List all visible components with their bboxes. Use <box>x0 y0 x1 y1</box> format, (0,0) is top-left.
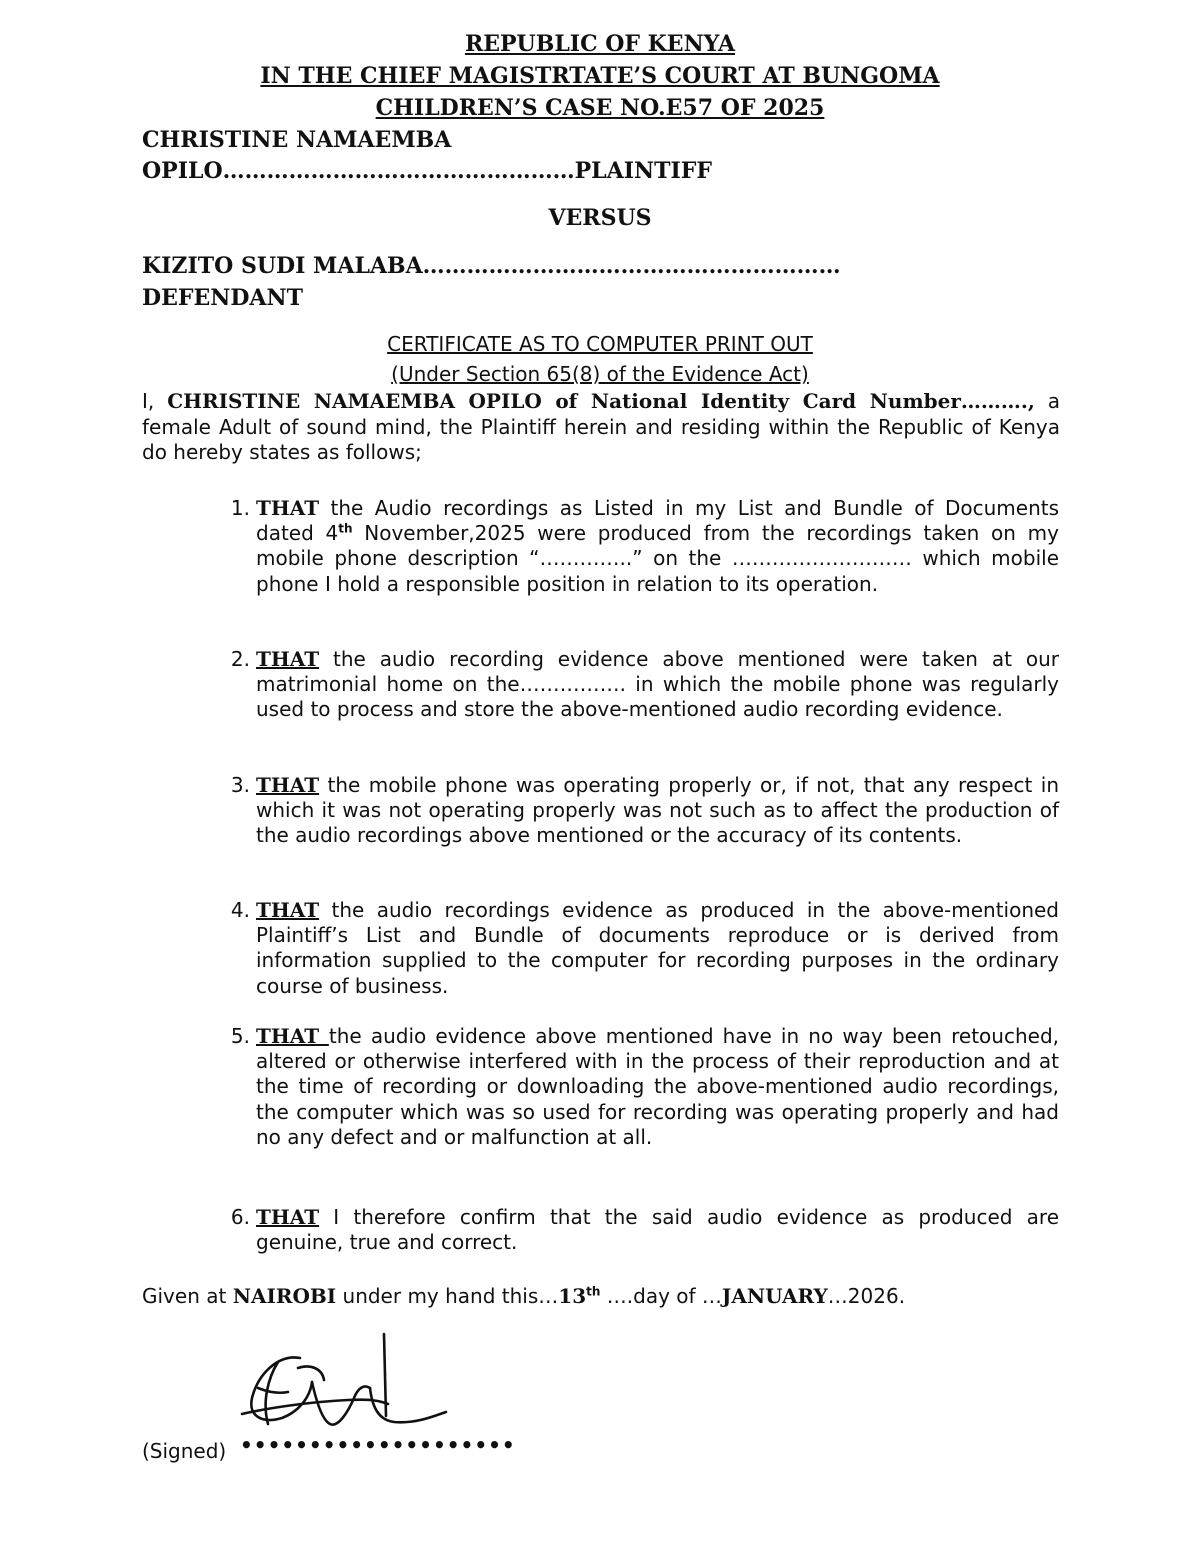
item-that: THAT <box>256 1205 320 1229</box>
signature-line: •••••••••••••••••••• <box>240 1433 516 1457</box>
item-text: November,2025 were produced from the recordings taken on my mobile phone description “…………..” on the ……………………… which mobile phone I hold a responsible position in relation to its operation. <box>256 521 1060 596</box>
certificate-title: CERTIFICATE AS TO COMPUTER PRINT OUT <box>387 332 813 356</box>
given-text: under my hand this… <box>336 1284 559 1308</box>
given-at-line <box>142 1283 905 1309</box>
item-number: 3. <box>230 773 250 797</box>
handwritten-signature <box>238 1328 458 1438</box>
item-text: the audio recording evidence above mentioned were taken at our matrimonial home on the……………. in which the mobile phone was regularly used to process and store the above-mentioned audio recording evidence. <box>256 647 1059 722</box>
item-superscript: th <box>338 521 353 536</box>
list-item <box>230 898 1059 999</box>
certificate-subtitle: (Under Section 65(8) of the Evidence Act) <box>391 362 809 386</box>
item-text: I therefore confirm that the said audio evidence as produced are genuine, true and correct. <box>256 1205 1059 1255</box>
header-court: IN THE CHIEF MAGISTRTATE’S COURT AT BUNGOMA <box>260 63 940 89</box>
list-item <box>230 647 1059 723</box>
item-that: THAT <box>256 898 320 922</box>
intro-paragraph <box>142 389 1060 466</box>
list-item <box>230 496 1060 597</box>
given-prefix: Given at <box>142 1284 233 1308</box>
given-month: JANUARY <box>721 1284 828 1308</box>
item-number: 5. <box>230 1024 250 1048</box>
item-that: THAT <box>256 496 320 520</box>
header-case-number: CHILDREN’S CASE NO.E57 OF 2025 <box>375 95 825 121</box>
header-republic: REPUBLIC OF KENYA <box>464 31 736 57</box>
given-day: 13 <box>558 1284 587 1308</box>
given-place: NAIROBI <box>232 1284 337 1308</box>
list-item <box>230 1024 1059 1150</box>
item-text: the Audio recordings as Listed in my List and Bundle of Documents dated 4 <box>256 496 1059 546</box>
item-number: 1. <box>230 496 250 520</box>
given-text: ….day of … <box>600 1284 722 1308</box>
plaintiff-name: CHRISTINE NAMAEMBA <box>142 127 452 153</box>
defendant-name: KIZITO SUDI MALABA………………………………………………… <box>142 253 841 279</box>
item-number: 6. <box>230 1205 250 1229</box>
item-number: 4. <box>230 898 250 922</box>
item-text: the audio recordings evidence as produced in the above-mentioned Plaintiff’s List and Bundle of documents reproduce or is derived from information supplied to the computer for recording purposes in the ordinary course of business. <box>256 898 1059 998</box>
item-that: THAT <box>256 773 320 797</box>
intro-text: a female Adult of sound mind, the Plaintiff herein and residing within the Republic of Kenya do hereby states as follows; <box>142 389 1060 464</box>
item-that: THAT <box>256 1024 329 1048</box>
intro-prefix: I, <box>142 389 168 413</box>
list-item <box>230 773 1059 849</box>
item-text: the audio evidence above mentioned have in no way been retouched, altered or otherwise interfered with in the process of their reproduction and at the time of recording or downloading the above-mentioned audio recordings, the computer which was so used for recording was operating properly and had no any defect and or malfunction at all. <box>256 1024 1059 1149</box>
item-that: THAT <box>256 647 320 671</box>
versus-label: VERSUS <box>548 205 652 231</box>
defendant-label: DEFENDANT <box>142 285 303 311</box>
signed-label: (Signed) <box>142 1439 227 1463</box>
item-number: 2. <box>230 647 250 671</box>
given-year: …2026. <box>827 1284 906 1308</box>
item-text: the mobile phone was operating properly or, if not, that any respect in which it was not operating properly was not such as to affect the production of the audio recordings above mentioned or the accuracy of its contents. <box>256 773 1059 848</box>
plaintiff-line: OPILO…………………………………………PLAINTIFF <box>142 158 713 184</box>
declarant-identity: CHRISTINE NAMAEMBA OPILO of National Identity Card Number………., <box>167 389 1035 413</box>
given-day-superscript: th <box>586 1284 601 1299</box>
list-item <box>230 1205 1059 1255</box>
